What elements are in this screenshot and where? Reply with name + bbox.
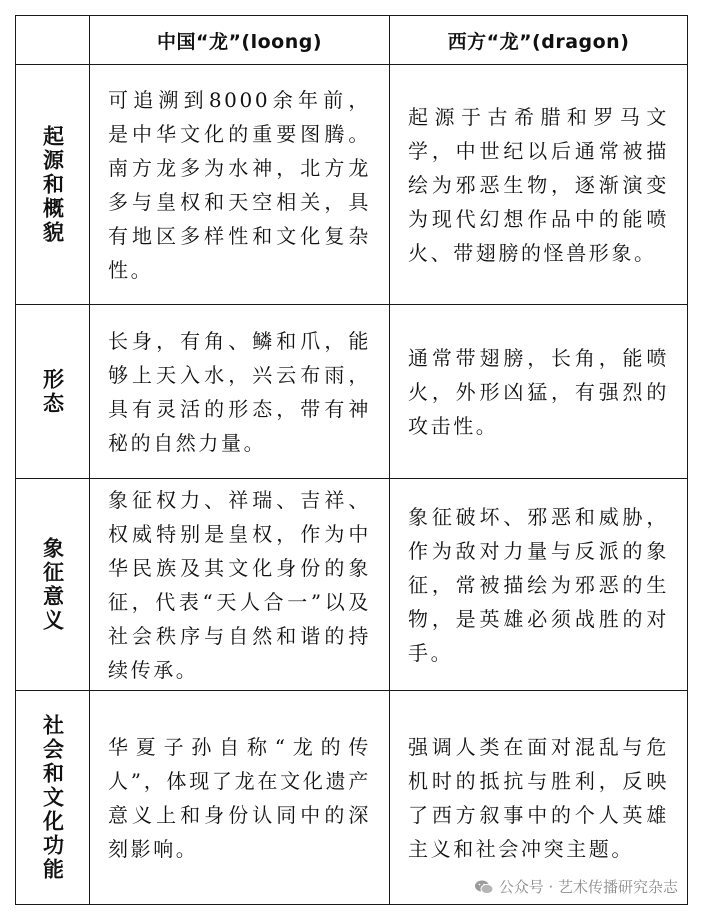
- row-label-text: 形态: [40, 367, 65, 416]
- cell-west-function: 强调人类在面对混乱与危机时的抵抗与胜利，反映了西方叙事中的个人英雄主义和社会冲突主题。: [390, 691, 688, 905]
- table-row-form: [16, 305, 688, 479]
- comparison-table: [15, 15, 688, 905]
- header-china-dragon: 中国“龙”(loong): [90, 16, 390, 65]
- row-label-form: [16, 305, 90, 479]
- cell-china-form: 长身，有角、鳞和爪，能够上天入水，兴云布雨，具有灵活的形态，带有神秘的自然力量。: [90, 305, 390, 479]
- row-label-text: 起源和概貌: [40, 124, 65, 245]
- cell-west-form: 通常带翅膀，长角，能喷火，外形凶猛，有强烈的攻击性。: [390, 305, 688, 479]
- row-label-text: 社会和文化功能: [40, 713, 65, 882]
- header-row: [16, 16, 688, 65]
- header-west-dragon: 西方“龙”(dragon): [390, 16, 688, 65]
- cell-china-function: 华夏子孙自称“龙的传人”，体现了龙在文化遗产意义上和身份认同中的深刻影响。: [90, 691, 390, 905]
- cell-china-symbolism: 象征权力、祥瑞、吉祥、权威特别是皇权，作为中华民族及其文化身份的象征，代表“天人合一”以及社会秩序与自然和谐的持续传承。: [90, 479, 390, 691]
- watermark: [474, 876, 678, 897]
- row-label-origin: [16, 65, 90, 305]
- row-label-symbolism: [16, 479, 90, 691]
- table-row-symbolism: [16, 479, 688, 691]
- watermark-text: 公众号 · 艺术传播研究杂志: [498, 878, 678, 896]
- header-blank-cell: [16, 16, 90, 65]
- row-label-text: 象征意义: [40, 536, 65, 633]
- cell-west-origin: 起源于古希腊和罗马文学，中世纪以后通常被描绘为邪恶生物，逐渐演变为现代幻想作品中的能喷火、带翅膀的怪兽形象。: [390, 65, 688, 305]
- row-label-function: [16, 691, 90, 905]
- table-row-origin: [16, 65, 688, 305]
- wechat-icon: [474, 879, 494, 895]
- cell-china-origin: 可追溯到8000余年前，是中华文化的重要图腾。南方龙多为水神，北方龙多与皇权和天空相关，具有地区多样性和文化复杂性。: [90, 65, 390, 305]
- table-row-function: [16, 691, 688, 905]
- cell-west-symbolism: 象征破坏、邪恶和威胁，作为敌对力量与反派的象征，常被描绘为邪恶的生物，是英雄必须战胜的对手。: [390, 479, 688, 691]
